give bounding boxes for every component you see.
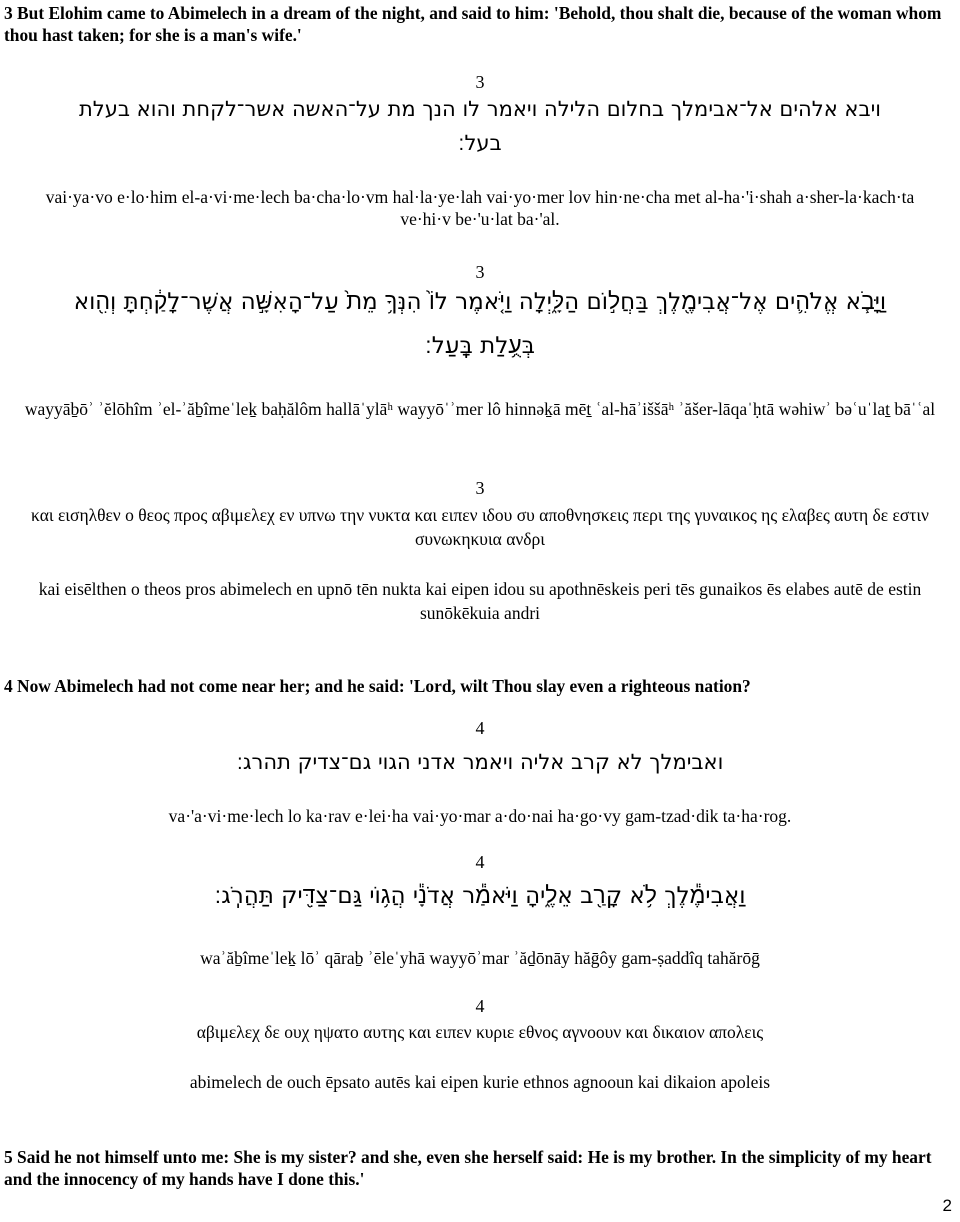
verse-3-transliteration-academic: wayyāḇōʾ ʾĕlōhîm ʾel-ʾăḇîmeˈleḵ baḥălôm hallāˈylāʰ wayyōˈʾmer lô hinnəḵā mēṯ ʿal-hāʾiššāʰ ʾăšer-lāqaˈḥtā wəhiwʾ bəʿuˈlaṯ bāˈʿal [24, 399, 936, 419]
verse-4-hebrew-pointed: וַאֲבִימֶ֕לֶךְ לֹ֥א קָרַ֖ב אֵלֶ֑יהָ וַיֹּאמַ֕ר אֲדֹנָ֕י הֲג֥וֹי גַּם־צַדִּ֖יק תַּהֲרֹֽג׃ [214, 883, 746, 909]
verse-4-transliteration-simple: va·'a·vi·me·lech lo ka·rav e·lei·ha vai·yo·mar a·do·nai ha·go·vy gam-tzad·dik ta·ha·rog. [168, 806, 792, 826]
verse-4-greek-transliteration: abimelech de ouch ēpsato autēs kai eipen kurie ethnos agnooun kai dikaion apoleis [189, 1072, 771, 1092]
page-number: 2 [942, 1196, 952, 1215]
verse-4-number-greek: 4 [475, 996, 485, 1016]
verse-3-transliteration-simple: vai·ya·vo e·lo·him el-a·vi·me·lech ba·cha·lo·vm hal·la·ye·lah vai·yo·mer lov hin·ne·cha met al-ha·'i·shah a·sher-la·kach·ta ve·hi·v be·'u·lat ba·'al. [45, 187, 915, 229]
verse-3-number-pointed: 3 [475, 262, 485, 282]
verse-4-number-pointed: 4 [475, 852, 485, 872]
verse-3-number-hebrew: 3 [475, 72, 485, 92]
verse-4-hebrew-plain: ואבימלך לא קרב אליה ויאמר אדני הגוי גם־צדיק תהרג׃ [236, 750, 724, 774]
verse-3-greek: και εισηλθεν ο θεος προς αβιμελεχ εν υπνω την νυκτα και ειπεν ιδου συ αποθνησκεις περι της γυναικος ης ελαβες αυτη δε εστιν συνωκηκυια ανδρι [31, 505, 929, 549]
verse-3-greek-transliteration: kai eisēlthen o theos pros abimelech en upnō tēn nukta kai eipen idou su apothnēskeis peri tēs gunaikos ēs elabes autē de estin sunōkēkuia andri [38, 579, 922, 623]
verse-4-transliteration-academic: waʾăḇîmeˈleḵ lōʾ qāraḇ ʾēleˈyhā wayyōʾmar ʾăḏōnāy hăḡôy gam-ṣaddîq tahărōḡ [200, 948, 760, 968]
verse-3-number-greek: 3 [475, 478, 485, 498]
verse-4-english: 4 Now Abimelech had not come near her; and he said: 'Lord, wilt Thou slay even a righteous nation? [4, 676, 751, 696]
verse-3-hebrew-pointed: וַיָּבֹ֧א אֱלֹהִ֛ים אֶל־אֲבִימֶ֖לֶךְ בַּחֲל֣וֹם הַלָּ֑יְלָה וַיֹּ֤אמֶר לוֹ֙ הִנְּךָ֥ מֵת֙ עַל־הָאִשָּׁ֣ה אֲשֶׁר־לָקַ֔חְתָּ וְהִ֖וא בְּעֻ֥לַת בָּֽעַל׃ [73, 289, 887, 359]
verse-4-greek: αβιμελεχ δε ουχ ηψατο αυτης και ειπεν κυριε εθνος αγνοουν και δικαιον απολεις [196, 1022, 764, 1042]
verse-5-english: 5 Said he not himself unto me: She is my sister? and she, even she herself said: He is my brother. In the simplicity of my heart and the innocency of my hands have I done this.' [4, 1147, 932, 1189]
verse-3-hebrew-plain: ויבא אלהים אל־אבימלך בחלום הלילה ויאמר לו הנך מת על־האשה אשר־לקחת והוא בעלת בעל׃ [78, 97, 882, 155]
verse-4-number-hebrew: 4 [475, 718, 485, 738]
verse-3-english: 3 But Elohim came to Abimelech in a dream of the night, and said to him: 'Behold, thou shalt die, because of the woman whom thou hast taken; for she is a man's wife.' [4, 3, 942, 45]
